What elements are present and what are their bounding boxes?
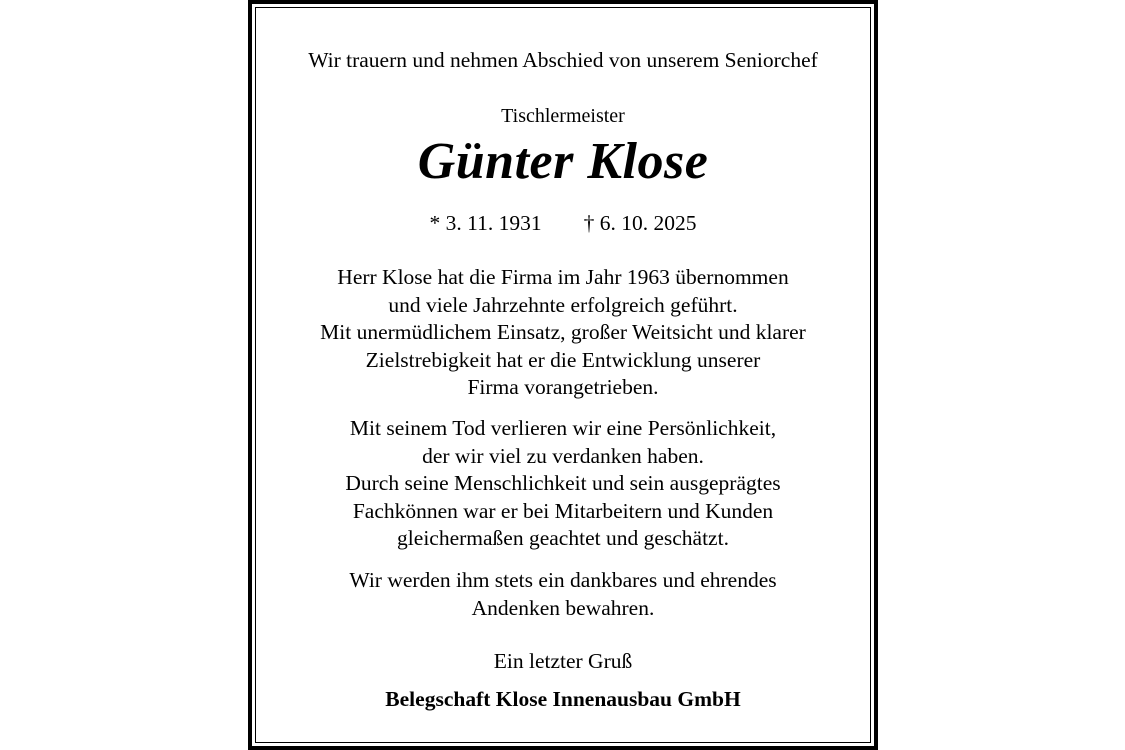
paragraph-line: Wir werden ihm stets ein dankbares und ehrendes: [349, 568, 777, 592]
paragraph-line: Zielstrebigkeit hat er die Entwicklung unserer: [365, 347, 761, 372]
paragraph-remembrance: [252, 567, 874, 622]
obituary-notice: [248, 0, 878, 750]
paragraph-line: Fachkönnen war er bei Mitarbeitern und Kunden: [352, 498, 774, 523]
paragraph-loss: [252, 415, 874, 553]
deceased-title: Tischlermeister: [501, 105, 625, 127]
intro-text: Wir trauern und nehmen Abschied von unserem Seniorchef: [308, 48, 818, 72]
signature: Belegschaft Klose Innenausbau GmbH: [385, 687, 741, 711]
paragraph-line: Mit unermüdlichem Einsatz, großer Weitsicht und klarer: [320, 320, 806, 344]
death-date: † 6. 10. 2025: [583, 211, 697, 235]
paragraph-line: Mit seinem Tod verlieren wir eine Persönlichkeit,: [349, 416, 777, 440]
paragraph-line: gleichermaßen geachtet und geschätzt.: [397, 526, 729, 550]
paragraph-line: Firma vorangetrieben.: [467, 375, 659, 399]
paragraph-line: Durch seine Menschlichkeit und sein ausgeprägtes: [345, 471, 781, 495]
deceased-name: Günter Klose: [417, 133, 709, 190]
paragraph-line: der wir viel zu verdanken haben.: [422, 443, 704, 468]
paragraph-line: Andenken bewahren.: [471, 595, 655, 620]
paragraph-tribute: [252, 264, 874, 402]
life-dates: [252, 211, 874, 236]
farewell-greeting: Ein letzter Gruß: [493, 649, 633, 673]
paragraph-line: Herr Klose hat die Firma im Jahr 1963 übernommen: [337, 265, 789, 289]
birth-date: * 3. 11. 1931: [429, 211, 542, 235]
notice-content: [252, 4, 874, 746]
paragraph-line: und viele Jahrzehnte erfolgreich geführt.: [388, 292, 738, 317]
